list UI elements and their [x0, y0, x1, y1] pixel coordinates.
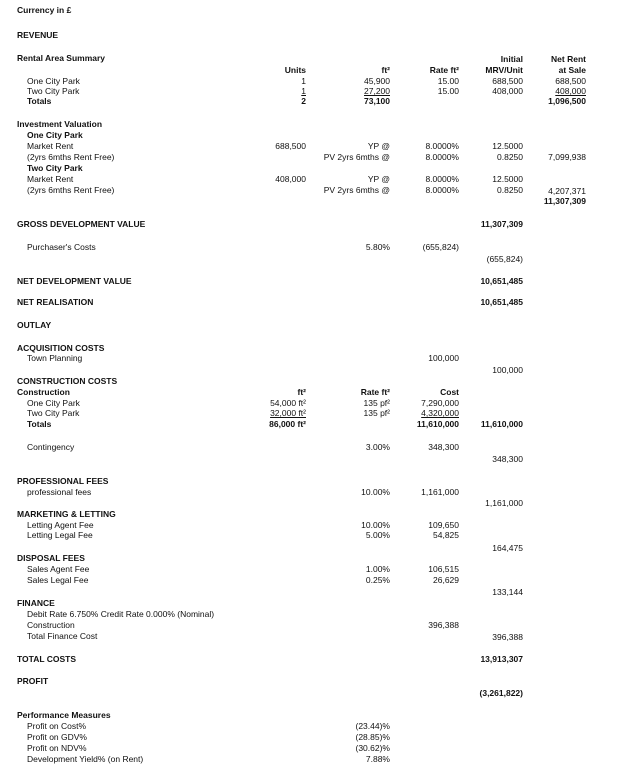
finance-title: FINANCE: [17, 598, 55, 608]
valuation-p1-pv-pct: 8.0000%: [425, 152, 459, 162]
performance-item-3-value: (30.62)%: [355, 743, 390, 753]
valuation-total: 11,307,309: [543, 196, 586, 206]
ndv-value: 10,651,485: [480, 276, 523, 286]
gdv-value: 11,307,309: [480, 219, 523, 229]
purchasers-costs-label: Purchaser's Costs: [27, 242, 96, 252]
construction-row-2-name: Two City Park: [27, 408, 80, 418]
valuation-title: Investment Valuation: [17, 119, 103, 129]
valuation-p1-pv-value: 0.8250: [497, 152, 523, 162]
valuation-p2-pv-label: PV 2yrs 6mths @: [323, 185, 390, 195]
valuation-p2-yp-pct: 8.0000%: [425, 174, 459, 184]
rental-hdr-rate: Rate ft²: [429, 65, 459, 75]
marketing-item-2: Letting Legal Fee: [27, 530, 93, 540]
valuation-p2-pv-pct: 8.0000%: [425, 185, 459, 195]
rental-hdr-mrv-2: MRV/Unit: [485, 65, 523, 75]
valuation-p1-yp-value: 12.5000: [492, 141, 523, 151]
construction-row-2-cost: 4,320,000: [421, 408, 459, 418]
marketing-item-2-value: 54,825: [433, 530, 459, 540]
construction-row-2-ft2: 32,000 ft²: [270, 408, 306, 418]
valuation-p1-rent-free: (2yrs 6mths Rent Free): [27, 152, 115, 162]
finance-construction-label: Construction: [27, 620, 75, 630]
construction-hdr-cost: Cost: [440, 387, 459, 397]
valuation-p2-name: Two City Park: [27, 163, 83, 173]
valuation-p2-yp-value: 12.5000: [492, 174, 523, 184]
valuation-p1-market-rent: Market Rent: [27, 141, 74, 151]
disposal-item-2-value: 26,629: [433, 575, 459, 585]
rental-row-1-ft2: 45,900: [364, 76, 390, 86]
performance-item-4-value: 7.88%: [365, 754, 390, 764]
rental-row-2-ft2: 27,200: [364, 86, 390, 96]
construction-row-1-ft2: 54,000 ft²: [270, 398, 306, 408]
finance-rate: Debit Rate 6.750% Credit Rate 0.000% (Nominal): [27, 609, 215, 619]
marketing-item-1: Letting Agent Fee: [27, 520, 94, 530]
disposal-item-1-pct: 1.00%: [365, 564, 390, 574]
valuation-p1-yp-label: YP @: [367, 141, 390, 151]
acquisition-title: ACQUISITION COSTS: [17, 343, 105, 353]
construction-hdr-ft2: ft²: [297, 387, 306, 397]
acquisition-item: Town Planning: [27, 353, 83, 363]
marketing-item-1-pct: 10.00%: [361, 520, 390, 530]
disposal-item-2: Sales Legal Fee: [27, 575, 89, 585]
performance-item-4-label: Development Yield% (on Rent): [27, 754, 144, 764]
rental-totals-name: Totals: [27, 96, 52, 106]
valuation-p2-yp-label: YP @: [367, 174, 390, 184]
disposal-item-2-pct: 0.25%: [365, 575, 390, 585]
rental-row-2-name: Two City Park: [27, 86, 80, 96]
rental-totals-ft2: 73,100: [364, 96, 390, 106]
disposal-title: DISPOSAL FEES: [17, 553, 85, 563]
marketing-total: 164,475: [492, 543, 523, 553]
valuation-p2-market-rent: Market Rent: [27, 174, 74, 184]
rental-row-1-units: 1: [301, 76, 306, 86]
purchasers-costs-total: (655,824): [486, 254, 523, 264]
purchasers-costs-value: (655,824): [422, 242, 459, 252]
marketing-item-2-pct: 5.00%: [365, 530, 390, 540]
marketing-title: MARKETING & LETTING: [17, 509, 116, 519]
professional-fees-item: professional fees: [27, 487, 92, 497]
performance-item-2-label: Profit on GDV%: [27, 732, 87, 742]
rental-row-2-rate: 15.00: [437, 86, 459, 96]
rental-summary-title: Rental Area Summary: [17, 53, 106, 63]
finance-total-value: 396,388: [492, 632, 523, 642]
construction-row-1-name: One City Park: [27, 398, 80, 408]
valuation-p2-result: 4,207,371: [548, 186, 586, 196]
acquisition-total: 100,000: [492, 365, 523, 375]
professional-fees-pct: 10.00%: [361, 487, 390, 497]
construction-title: CONSTRUCTION COSTS: [17, 376, 118, 386]
rental-hdr-ft2: ft²: [381, 65, 390, 75]
valuation-p1-name: One City Park: [27, 130, 83, 140]
valuation-p1-yp-pct: 8.0000%: [425, 141, 459, 151]
profit-label: PROFIT: [17, 676, 49, 686]
performance-item-1-label: Profit on Cost%: [27, 721, 87, 731]
ndv-label: NET DEVELOPMENT VALUE: [17, 276, 132, 286]
contingency-label: Contingency: [27, 442, 75, 452]
total-costs-label: TOTAL COSTS: [17, 654, 77, 664]
total-costs-value: 13,913,307: [480, 654, 523, 664]
rental-hdr-mrv-1: Initial: [500, 54, 523, 64]
contingency-total: 348,300: [492, 454, 523, 464]
performance-title: Performance Measures: [17, 710, 111, 720]
valuation-p2-rent-value: 408,000: [275, 174, 306, 184]
construction-totals-total: 11,610,000: [480, 419, 523, 429]
contingency-pct: 3.00%: [365, 442, 390, 452]
rental-hdr-net-2: at Sale: [558, 65, 586, 75]
acquisition-value: 100,000: [428, 353, 459, 363]
performance-item-3-label: Profit on NDV%: [27, 743, 87, 753]
performance-item-1-value: (23.44)%: [355, 721, 390, 731]
rental-row-1-mrv: 688,500: [492, 76, 523, 86]
rental-row-2-units: 1: [301, 86, 306, 96]
rental-totals-net: 1,096,500: [548, 96, 586, 106]
construction-row-1-cost: 7,290,000: [421, 398, 459, 408]
construction-row-1-rate: 135 pf²: [363, 398, 390, 408]
rental-row-1-net: 688,500: [555, 76, 586, 86]
finance-construction-value: 396,388: [428, 620, 459, 630]
construction-hdr-rate: Rate ft²: [360, 387, 390, 397]
finance-total-label: Total Finance Cost: [27, 631, 98, 641]
rental-totals-units: 2: [301, 96, 306, 106]
construction-sub: Construction: [17, 387, 70, 397]
rental-hdr-units: Units: [284, 65, 306, 75]
performance-item-2-value: (28.85)%: [355, 732, 390, 742]
purchasers-costs-pct: 5.80%: [365, 242, 390, 252]
professional-fees-title: PROFESSIONAL FEES: [17, 476, 109, 486]
rental-row-2-mrv: 408,000: [492, 86, 523, 96]
construction-totals-ft2: 86,000 ft²: [269, 419, 306, 429]
rental-hdr-net-1: Net Rent: [551, 54, 586, 64]
construction-row-2-rate: 135 pf²: [363, 408, 390, 418]
disposal-item-1-value: 106,515: [428, 564, 459, 574]
valuation-p2-rent-free: (2yrs 6mths Rent Free): [27, 185, 115, 195]
disposal-total: 133,144: [492, 587, 523, 597]
profit-value: (3,261,822): [479, 688, 523, 698]
net-realisation-label: NET REALISATION: [17, 297, 94, 307]
professional-fees-total: 1,161,000: [485, 498, 523, 508]
outlay-heading: OUTLAY: [17, 320, 52, 330]
professional-fees-value: 1,161,000: [421, 487, 459, 497]
valuation-p1-rent-value: 688,500: [275, 141, 306, 151]
construction-totals-cost: 11,610,000: [416, 419, 459, 429]
contingency-value: 348,300: [428, 442, 459, 452]
gdv-label: GROSS DEVELOPMENT VALUE: [17, 219, 146, 229]
revenue-heading: REVENUE: [17, 30, 59, 40]
net-realisation-value: 10,651,485: [480, 297, 523, 307]
disposal-item-1: Sales Agent Fee: [27, 564, 90, 574]
rental-row-1-rate: 15.00: [437, 76, 459, 86]
rental-row-1-name: One City Park: [27, 76, 80, 86]
currency-label: Currency in £: [17, 5, 72, 15]
valuation-p1-pv-label: PV 2yrs 6mths @: [323, 152, 390, 162]
marketing-item-1-value: 109,650: [428, 520, 459, 530]
valuation-p2-pv-value: 0.8250: [497, 185, 523, 195]
valuation-p1-result: 7,099,938: [548, 152, 586, 162]
rental-row-2-net: 408,000: [555, 86, 586, 96]
construction-totals-name: Totals: [27, 419, 52, 429]
